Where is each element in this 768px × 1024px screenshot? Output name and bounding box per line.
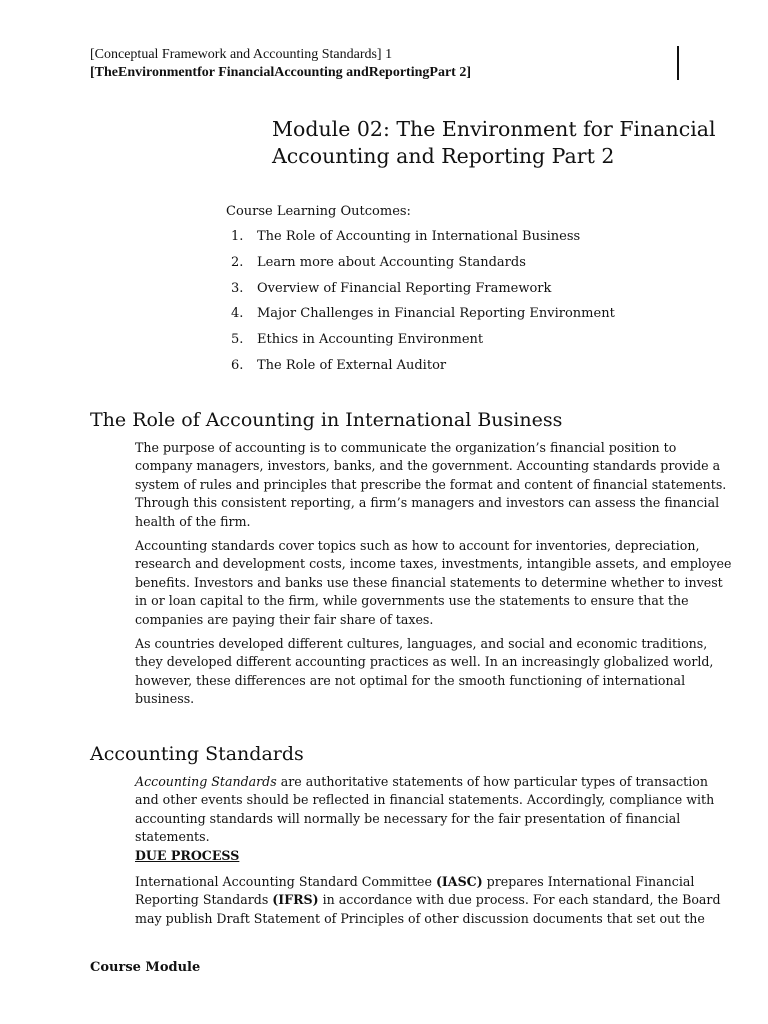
outcomes-heading: Course Learning Outcomes: [226,204,411,219]
outcome-item [226,228,615,254]
paragraph-text: in accordance with due process. For each standard, the Board may publish Draft Statement of Principles of other discussion documents that set out the [135,892,721,926]
outcome-text: Learn more about Accounting Standards [257,254,526,270]
header-vertical-rule [677,46,679,80]
running-header [90,46,471,82]
outcome-text: The Role of External Auditor [257,357,447,373]
section-role-of-accounting-body [135,439,735,715]
module-title: Module 02: The Environment for Financial Accounting and Reporting Part 2 [272,117,716,168]
outcome-text: Major Challenges in Financial Reporting Environment [257,306,615,322]
outcome-item [226,331,615,357]
italic-term: Accounting Standards [135,774,277,789]
paragraph [135,773,735,847]
outcome-text: Ethics in Accounting Environment [257,332,484,348]
outcome-number: 6. [231,357,244,373]
outcome-text: The Role of Accounting in International Business [257,229,581,244]
outcome-item [226,305,615,331]
section-accounting-standards-body [135,773,735,934]
outcome-item [226,280,615,306]
acronym-iasc: (IASC) [435,874,483,890]
outcome-text: Overview of Financial Reporting Framework [257,280,552,296]
outcome-item [226,254,615,280]
paragraph: The purpose of accounting is to communicate the organization’s financial position to company managers, investors, banks, and the government. Accounting standards provide a system of rules and principles that prescribe the format and content of financial statements. Through this consistent reporting, a firm’s managers and investors can assess the financial health of the firm. [135,440,727,529]
outcome-number: 2. [231,254,244,270]
outcomes-list [226,228,615,383]
paragraph: Accounting standards cover topics such as how to account for inventories, depreciation, research and development costs, income taxes, investments, intangible assets, and employee benefits. Investors and banks use these financial statements to determine whether to invest in or loan capital to the firm, while governments use the statements to ensure that the companies are paying their fair share of taxes. [135,538,732,627]
due-process-heading: DUE PROCESS [135,847,240,863]
section-heading-role-of-accounting: The Role of Accounting in International Business [90,409,563,431]
paragraph-text: prepares International Financial Reporting Standards [135,874,695,908]
outcome-number: 5. [231,332,244,348]
header-line-2: [TheEnvironmentfor FinancialAccounting andReportingPart 2] [90,65,471,80]
paragraph-text: are authoritative statements of how particular types of transaction and other events should be reflected in financial statements. Accordingly, compliance with accounting standards will normally be necessary for the fair presentation of financial statements. [135,774,715,845]
page-footer: Course Module [90,960,201,975]
header-line-1: [Conceptual Framework and Accounting Standards] 1 [90,47,393,62]
outcome-number: 3. [231,280,244,296]
paragraph: As countries developed different cultures, languages, and social and economic traditions, they developed different accounting practices as well. In an increasingly globalized world, however, these differences are not optimal for the smooth functioning of international business. [135,636,714,707]
paragraph [135,873,735,928]
acronym-ifrs: (IFRS) [272,892,319,908]
paragraph-text: International Accounting Standard Committee [135,874,436,890]
outcome-number: 1. [231,229,244,244]
outcome-item [226,357,615,383]
outcome-number: 4. [231,306,244,322]
section-heading-accounting-standards: Accounting Standards [90,743,304,765]
